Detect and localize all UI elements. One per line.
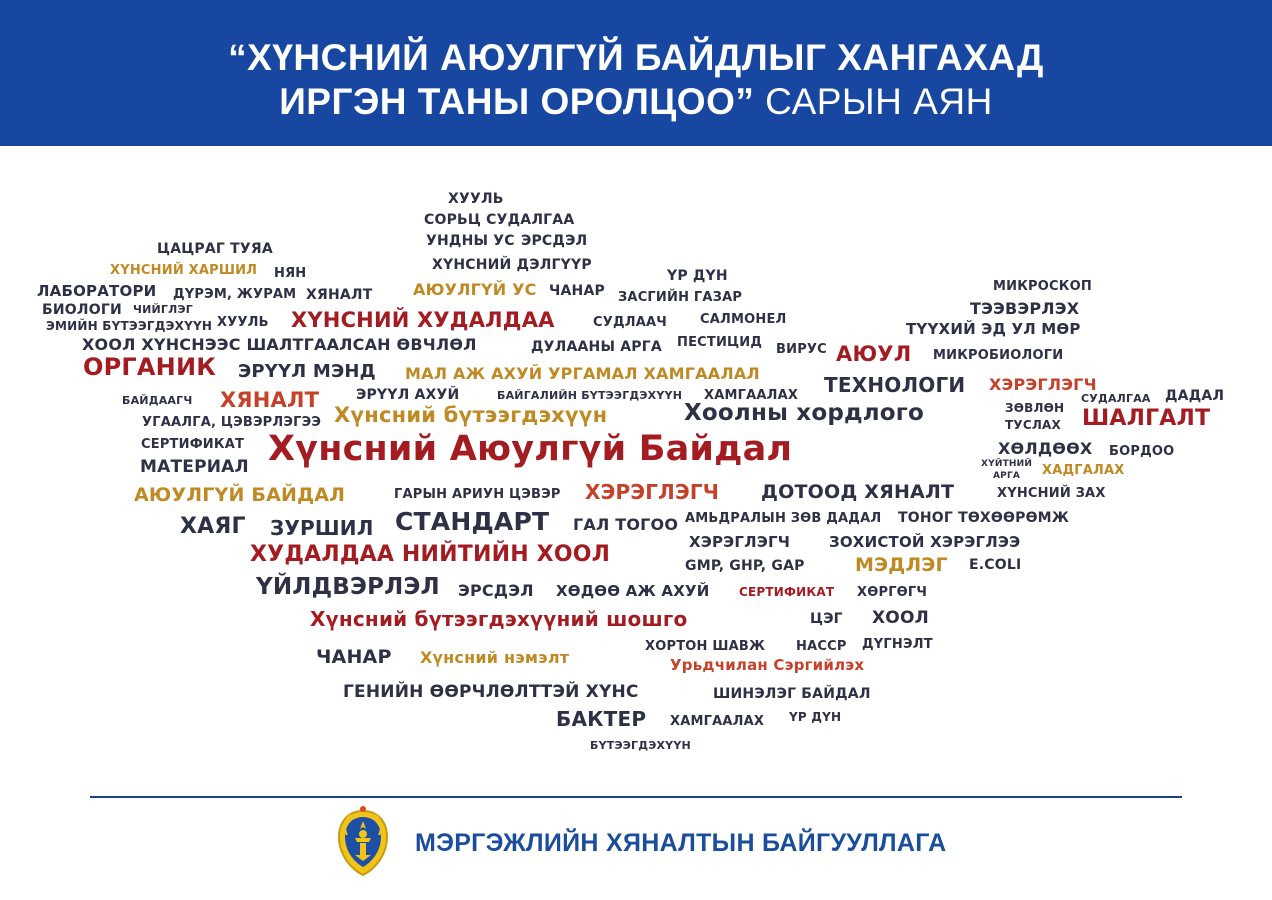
- word-cloud-term: ХАМГААЛАХ: [670, 714, 765, 729]
- word-cloud-term: ЗАСГИЙН ГАЗАР: [618, 290, 743, 305]
- word-cloud-term: ЭРСДЭЛ: [521, 233, 588, 249]
- word-cloud-term: ЗОХИСТОЙ ХЭРЭГЛЭЭ: [829, 533, 1021, 551]
- word-cloud-term: ВИРУС: [776, 342, 827, 357]
- word-cloud-term: E.COLI: [969, 557, 1022, 573]
- word-cloud-term: СУДАЛГАА: [1081, 392, 1151, 405]
- word-cloud-term: ДУЛААНЫ АРГА: [531, 339, 662, 355]
- word-cloud-term: ЭРСДЭЛ: [458, 581, 534, 600]
- word-cloud-term: ЧИЙГЛЭГ: [133, 303, 193, 316]
- word-cloud-term: Хүнсний нэмэлт: [420, 648, 570, 667]
- word-cloud-term: МИКРОБИОЛОГИ: [933, 348, 1064, 363]
- word-cloud-term: ДОТООД ХЯНАЛТ: [761, 481, 955, 503]
- word-cloud-term: ЦЭГ: [810, 611, 843, 627]
- word-cloud-term: САЛМОНЕЛ: [700, 312, 787, 327]
- word-cloud-term: ХҮЙТНИЙ: [981, 459, 1033, 469]
- word-cloud-term: ХЭРЭГЛЭГЧ: [689, 533, 791, 551]
- word-cloud-term: ЭМИЙН БҮТЭЭГДЭХҮҮН: [46, 319, 213, 333]
- word-cloud-term: Урьдчилан Сэргийлэх: [670, 656, 865, 674]
- word-cloud-term: БҮТЭЭГДЭХҮҮН: [590, 739, 691, 752]
- word-cloud-term: СЕРТИФИКАТ: [141, 437, 245, 452]
- word-cloud-term: МАЛ АЖ АХУЙ УРГАМАЛ ХАМГААЛАЛ: [405, 364, 760, 383]
- word-cloud-term: Хоолны хордлого: [684, 400, 925, 426]
- word-cloud-term: ХӨДӨӨ АЖ АХУЙ: [556, 582, 710, 600]
- word-cloud-term: БОРДОО: [1109, 444, 1175, 459]
- word-cloud-term: ЭРҮҮЛ АХУЙ: [356, 387, 460, 403]
- word-cloud-term: УНДНЫ УС: [426, 233, 515, 249]
- word-cloud-term: ХЯНАЛТ: [220, 388, 320, 412]
- word-cloud-term: АЮУЛ: [836, 342, 912, 366]
- word-cloud-term: ТЕХНОЛОГИ: [824, 373, 966, 397]
- word-cloud-term: СТАНДАРТ: [395, 507, 550, 536]
- word-cloud-term: GMP, GHP, GAP: [685, 558, 805, 574]
- word-cloud-term: БАКТЕР: [556, 707, 647, 731]
- banner-title-line-1: “ХҮНСНИЙ АЮУЛГҮЙ БАЙДЛЫГ ХАНГАХАД: [228, 37, 1044, 78]
- banner-title-line-2-light: САРЫН АЯН: [765, 81, 993, 122]
- word-cloud-term: ХҮНСНИЙ ХУДАЛДАА: [291, 308, 555, 332]
- word-cloud-term: ЗУРШИЛ: [270, 516, 374, 540]
- word-cloud-term: ЛАБОРАТОРИ: [37, 282, 157, 300]
- word-cloud-term: ҮР ДҮН: [667, 268, 728, 284]
- word-cloud-term: ХҮНСНИЙ ДЭЛГҮҮР: [432, 257, 592, 273]
- word-cloud-term: НЯН: [274, 266, 307, 281]
- word-cloud-term: ЧАНАР: [316, 646, 392, 668]
- word-cloud-term: ХУУЛЬ: [217, 315, 269, 330]
- word-cloud-term: МАТЕРИАЛ: [140, 457, 249, 477]
- word-cloud-term: ШАЛГАЛТ: [1082, 406, 1211, 431]
- word-cloud-term: УГААЛГА, ЦЭВЭРЛЭГЭЭ: [142, 415, 322, 430]
- word-cloud-term: МЭДЛЭГ: [855, 554, 948, 576]
- word-cloud-term: ГАЛ ТОГОО: [573, 515, 679, 534]
- word-cloud-term: ДҮРЭМ, ЖУРАМ: [173, 287, 297, 302]
- word-cloud-term: ХӨРГӨГЧ: [857, 585, 928, 600]
- word-cloud-term: БАЙГАЛИЙН БҮТЭЭГДЭХҮҮН: [497, 389, 683, 402]
- campaign-banner: [0, 0, 1272, 146]
- word-cloud-term: АМЬДРАЛЫН ЗӨВ ДАДАЛ: [685, 511, 882, 526]
- word-cloud-term: ПЕСТИЦИД: [677, 335, 763, 350]
- word-cloud-term: ЭРҮҮЛ МЭНД: [238, 361, 376, 382]
- word-cloud-term: СУДЛААЧ: [593, 315, 667, 330]
- word-cloud-term: Хүнсний бүтээгдэхүүний шошго: [310, 607, 688, 631]
- word-cloud-term: СОРЬЦ СУДАЛГАА: [424, 212, 575, 228]
- banner-title-line-2-bold: ИРГЭН ТАНЫ ОРОЛЦОО”: [279, 81, 755, 122]
- word-cloud-term: ХАЯГ: [180, 514, 246, 539]
- word-cloud-term: СЕРТИФИКАТ: [739, 585, 835, 599]
- word-cloud-term: ХООЛ ХҮНСНЭЭС ШАЛТГААЛСАН ӨВЧЛӨЛ: [82, 335, 477, 354]
- word-cloud-term: ДҮГНЭЛТ: [862, 637, 933, 652]
- word-cloud-term: ОРГАНИК: [83, 353, 217, 381]
- word-cloud-term: ЦАЦРАГ ТУЯА: [157, 241, 273, 257]
- word-cloud-term: ХӨЛДӨӨХ: [998, 439, 1093, 458]
- word-cloud-term: ТҮҮХИЙ ЭД УЛ МӨР: [906, 320, 1081, 338]
- word-cloud-term: АРГА: [993, 471, 1021, 481]
- word-cloud-term: ҮР ДҮН: [789, 710, 842, 724]
- word-cloud-term: HACCP: [796, 639, 847, 654]
- footer-divider: [90, 796, 1182, 798]
- word-cloud-term: ХАДГАЛАХ: [1042, 463, 1125, 478]
- word-cloud-term: ХЭРЭГЛЭГЧ: [989, 375, 1097, 394]
- word-cloud-term: ХООЛ: [872, 608, 929, 628]
- word-cloud-term: ТУСЛАХ: [1005, 418, 1061, 432]
- word-cloud-term: ХҮНСНИЙ ХАРШИЛ: [110, 263, 258, 278]
- word-cloud-term: ТЭЭВЭРЛЭХ: [970, 299, 1080, 318]
- word-cloud-term: ХҮНСНИЙ ЗАХ: [997, 486, 1106, 501]
- word-cloud-term: БАЙДААГЧ: [122, 394, 193, 407]
- word-cloud-term: ХУДАЛДАА НИЙТИЙН ХООЛ: [250, 542, 611, 567]
- organization-name: МЭРГЭЖЛИЙН ХЯНАЛТЫН БАЙГУУЛЛАГА: [415, 829, 947, 857]
- word-cloud-term: ЧАНАР: [549, 283, 605, 299]
- word-cloud-term: АЮУЛГҮЙ БАЙДАЛ: [134, 484, 346, 506]
- word-cloud-term: ШИНЭЛЭГ БАЙДАЛ: [713, 686, 871, 702]
- word-cloud-term: ҮЙЛДВЭРЛЭЛ: [256, 574, 440, 600]
- word-cloud: [0, 146, 1272, 786]
- word-cloud-term: ТОНОГ ТӨХӨӨРӨМЖ: [898, 510, 1070, 526]
- word-cloud-term: ГАРЫН АРИУН ЦЭВЭР: [394, 487, 561, 502]
- word-cloud-term: ХУУЛЬ: [448, 191, 504, 207]
- word-cloud-term: МИКРОСКОП: [993, 279, 1092, 294]
- word-cloud-term: ХОРТОН ШАВЖ: [645, 639, 766, 654]
- word-cloud-term: ХЯНАЛТ: [306, 287, 373, 303]
- word-cloud-term: ХЭРЭГЛЭГЧ: [585, 480, 720, 504]
- banner-title-line-2: [0, 81, 1272, 123]
- word-cloud-term: БИОЛОГИ: [42, 302, 122, 318]
- word-cloud-term: ЗӨВЛӨН: [1005, 401, 1065, 415]
- word-cloud-term: ДАДАЛ: [1165, 388, 1225, 404]
- word-cloud-term: ХАМГААЛАХ: [704, 388, 799, 403]
- word-cloud-term: Хүнсний бүтээгдэхүүн: [334, 403, 608, 427]
- soyombo-emblem-icon: [333, 805, 393, 877]
- word-cloud-term: АЮУЛГҮЙ УС: [413, 280, 537, 299]
- word-cloud-term: Хүнсний Аюулгүй Байдал: [268, 429, 793, 469]
- word-cloud-term: ГЕНИЙН ӨӨРЧЛӨЛТТЭЙ ХҮНС: [343, 682, 639, 702]
